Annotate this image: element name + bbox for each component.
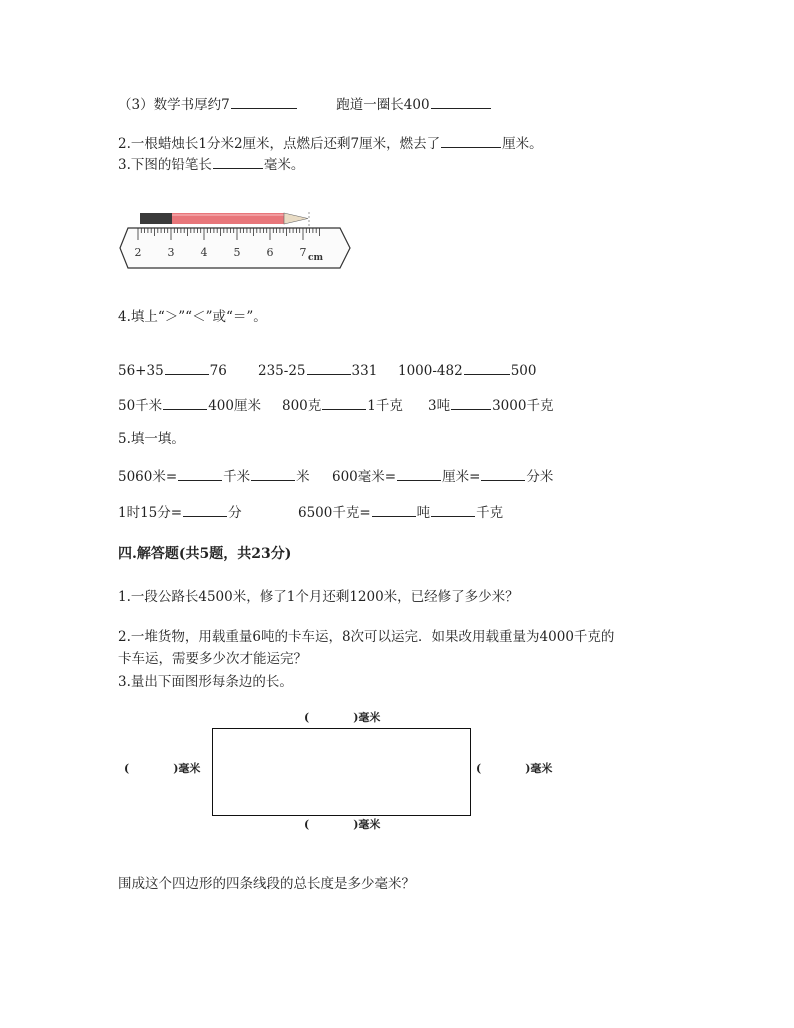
fill-row bbox=[118, 502, 242, 522]
question-text: 3.下图的铅笔长 bbox=[118, 157, 212, 173]
compare-left: 235-25 bbox=[258, 363, 306, 379]
ruler-tick-label: 2 bbox=[134, 246, 142, 259]
compare-right: 3000千克 bbox=[492, 398, 554, 414]
answer-blank[interactable] bbox=[322, 395, 366, 410]
paren-close-unit: )毫米 bbox=[173, 762, 201, 775]
paren-open: ( bbox=[476, 762, 482, 775]
fill-unit: 千米 bbox=[223, 469, 251, 485]
answer-blank[interactable] bbox=[464, 360, 510, 375]
rectangle-figure bbox=[212, 728, 471, 816]
question-3 bbox=[118, 154, 304, 174]
compare-item bbox=[258, 360, 377, 380]
ruler-tick-label: 4 bbox=[200, 246, 208, 259]
answer-blank[interactable] bbox=[441, 133, 501, 148]
answer-blank[interactable] bbox=[183, 502, 227, 517]
answer-blank[interactable] bbox=[178, 466, 222, 481]
compare-left: 800克 bbox=[282, 398, 322, 414]
answer-blank[interactable] bbox=[481, 466, 525, 481]
compare-item bbox=[118, 360, 227, 380]
compare-item bbox=[428, 395, 553, 415]
fill-unit: 吨 bbox=[416, 505, 431, 521]
final-question: 围成这个四边形的四条线段的总长度是多少毫米？ bbox=[118, 876, 415, 892]
compare-right: 400厘米 bbox=[208, 398, 261, 414]
answer-blank[interactable] bbox=[431, 502, 475, 517]
fill-row bbox=[118, 466, 310, 486]
answer-blank[interactable] bbox=[163, 395, 207, 410]
fill-unit: 米 bbox=[296, 469, 310, 485]
answer-blank[interactable] bbox=[165, 360, 209, 375]
compare-item bbox=[118, 395, 261, 415]
paren-open: ( bbox=[304, 818, 310, 831]
problem-2-line2: 卡车运，需要多少次才能运完？ bbox=[118, 651, 307, 667]
answer-blank[interactable] bbox=[451, 395, 491, 410]
ruler-tick-label: 5 bbox=[233, 246, 241, 259]
problem-2-line1: 2.一堆货物，用载重量6吨的卡车运，8次可以运完．如果改用载重量为4000千克的 bbox=[118, 629, 615, 645]
fill-text: 600毫米= bbox=[332, 469, 397, 485]
fill-text: 5060米= bbox=[118, 469, 178, 485]
top-side-label bbox=[304, 711, 380, 725]
question-4-title: 4.填上“＞”“＜”或“＝”。 bbox=[118, 309, 267, 325]
compare-right: 331 bbox=[351, 363, 378, 379]
fill-text: 1时15分= bbox=[118, 505, 183, 521]
question-text: （3）数学书厚约7 bbox=[118, 97, 230, 113]
ruler-tick-label: 6 bbox=[266, 246, 274, 259]
question-text: 跑道一圈长400 bbox=[336, 97, 430, 113]
ruler-unit-label: cm bbox=[308, 253, 324, 263]
question-3-line bbox=[118, 94, 492, 114]
question-2 bbox=[118, 133, 543, 153]
answer-blank[interactable] bbox=[307, 360, 351, 375]
answer-blank[interactable] bbox=[431, 94, 491, 109]
fill-text: 6500千克= bbox=[298, 505, 371, 521]
right-side-label bbox=[476, 762, 552, 776]
compare-left: 50千米 bbox=[118, 398, 163, 414]
compare-right: 500 bbox=[510, 363, 537, 379]
compare-left: 3吨 bbox=[428, 398, 451, 414]
paren-close-unit: )毫米 bbox=[353, 711, 381, 724]
compare-item bbox=[398, 360, 536, 380]
fill-row bbox=[298, 502, 503, 522]
fill-unit: 厘米= bbox=[442, 469, 481, 485]
bottom-side-label bbox=[304, 818, 380, 832]
pencil-eraser-end bbox=[140, 213, 174, 224]
problem-3: 3.量出下面图形每条边的长。 bbox=[118, 674, 293, 690]
question-unit: 厘米。 bbox=[502, 136, 543, 152]
pencil-tip bbox=[284, 213, 308, 224]
problem-1: 1.一段公路长4500米，修了1个月还剩1200米，已经修了多少米？ bbox=[118, 589, 519, 605]
compare-left: 56+35 bbox=[118, 363, 164, 379]
compare-right: 76 bbox=[209, 363, 227, 379]
paren-close-unit: )毫米 bbox=[353, 818, 381, 831]
section-heading: 四.解答题(共5题，共23分) bbox=[118, 546, 292, 562]
compare-left: 1000-482 bbox=[398, 363, 463, 379]
question-unit: 毫米。 bbox=[263, 157, 305, 173]
paren-close-unit: )毫米 bbox=[525, 762, 553, 775]
ruler-tick-label: 7 bbox=[299, 246, 307, 259]
answer-blank[interactable] bbox=[372, 502, 416, 517]
ruler-tick-label: 3 bbox=[167, 246, 175, 259]
left-side-label bbox=[124, 762, 200, 776]
paren-open: ( bbox=[124, 762, 130, 775]
fill-unit: 千克 bbox=[476, 505, 504, 521]
compare-item bbox=[282, 395, 403, 415]
question-text: 2.一根蜡烛长1分米2厘米，点燃后还剩7厘米，燃去了 bbox=[118, 136, 441, 152]
answer-blank[interactable] bbox=[231, 94, 297, 109]
paren-open: ( bbox=[304, 711, 310, 724]
fill-unit: 分 bbox=[228, 505, 242, 521]
answer-blank[interactable] bbox=[213, 154, 263, 169]
answer-blank[interactable] bbox=[251, 466, 295, 481]
pencil-ruler-figure bbox=[118, 204, 352, 270]
answer-blank[interactable] bbox=[397, 466, 441, 481]
fill-unit: 分米 bbox=[526, 469, 554, 485]
question-5-title: 5.填一填。 bbox=[118, 431, 185, 447]
fill-row bbox=[332, 466, 553, 486]
compare-right: 1千克 bbox=[367, 398, 403, 414]
